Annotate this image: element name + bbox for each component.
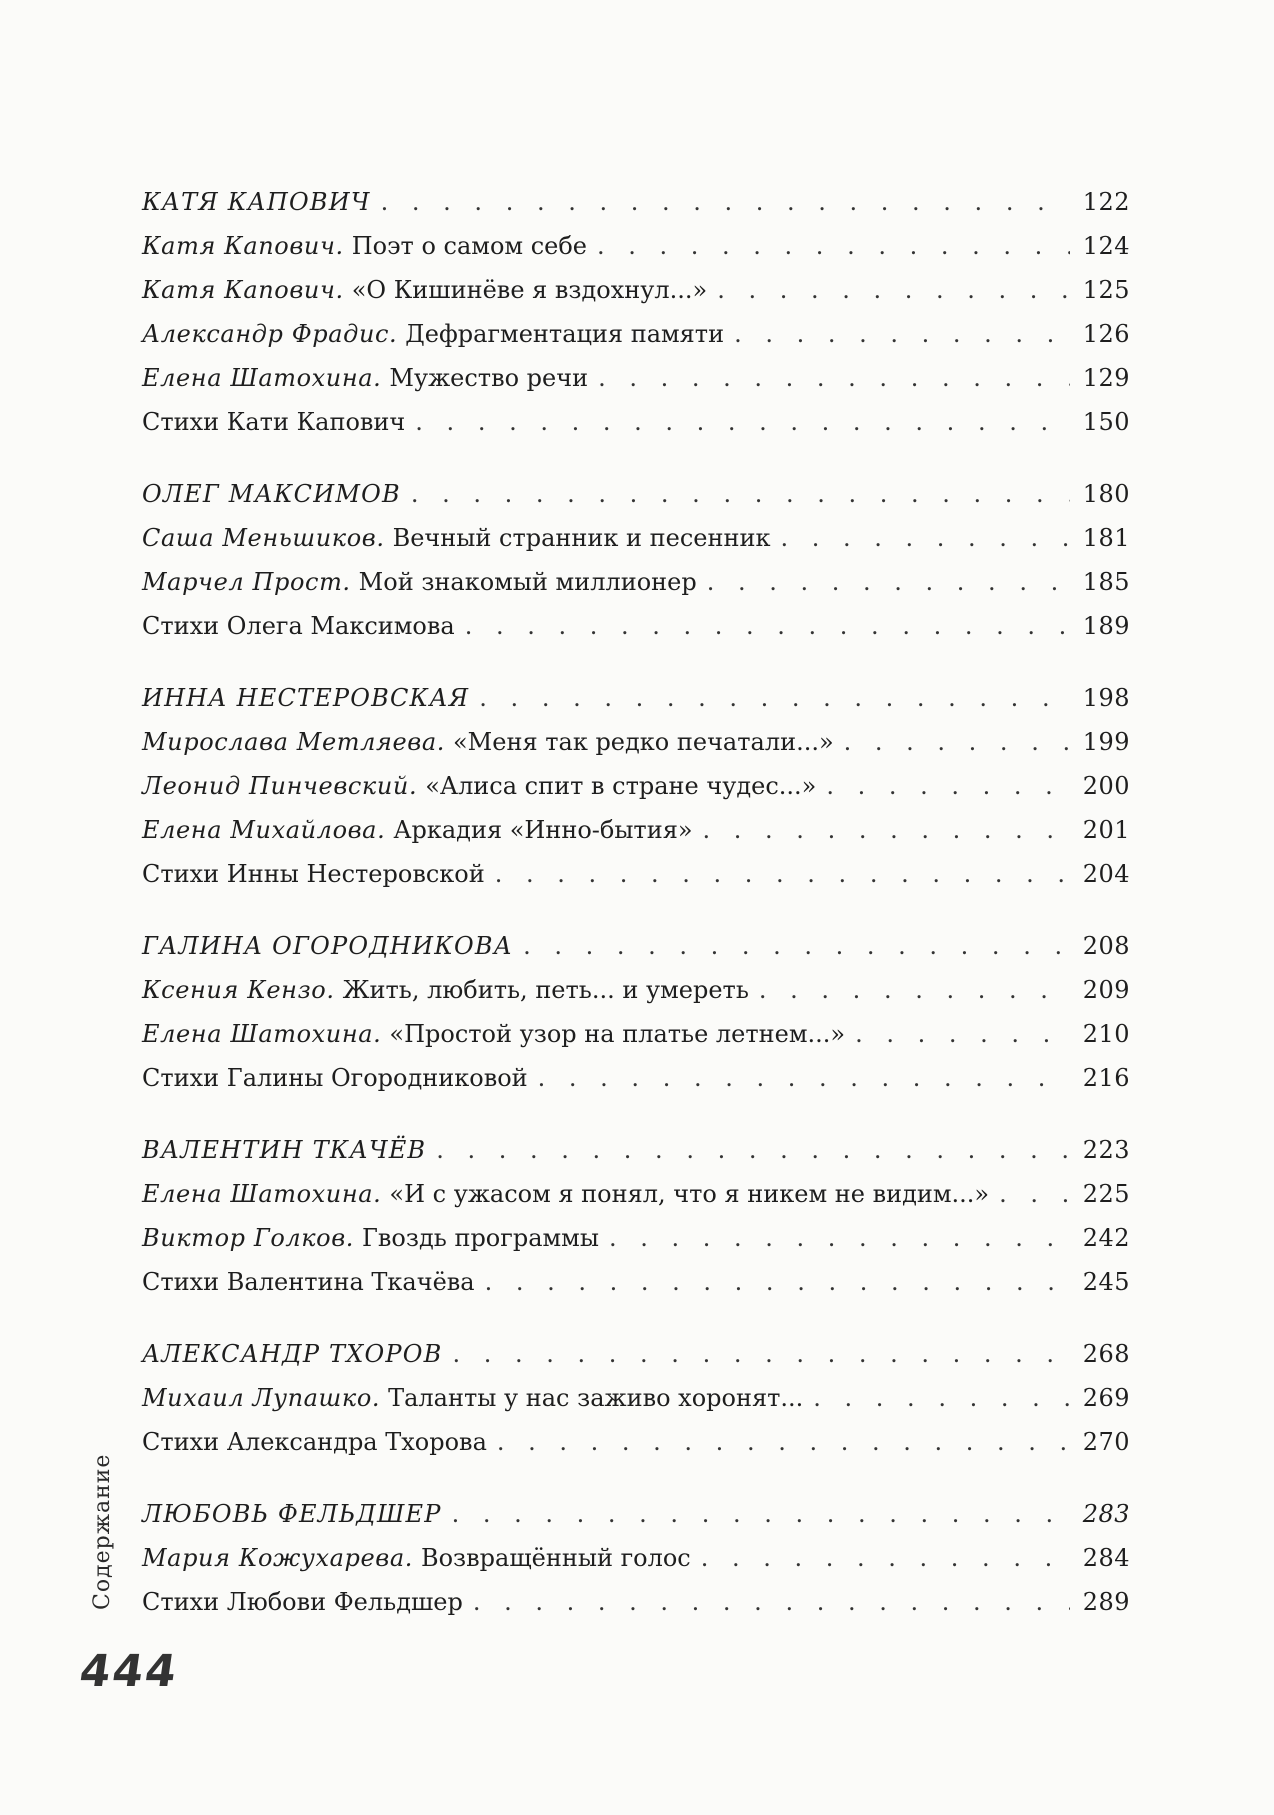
dot-leader (609, 1216, 1070, 1260)
toc-entry (142, 1376, 1130, 1420)
section-heading (142, 924, 1130, 968)
entry-author: Елена Михайлова. (142, 816, 386, 844)
entry-author: Катя Капович. (142, 276, 344, 304)
entry-author: Александр Фрадис. (142, 320, 398, 348)
heading-author: ИННА НЕСТЕРОВСКАЯ (142, 684, 470, 712)
entry-author: Елена Шатохина. (142, 1020, 382, 1048)
page-ref: 200 (1082, 772, 1130, 800)
toc-entry (142, 400, 1130, 444)
dot-leader (717, 268, 1070, 312)
dot-leader (707, 560, 1070, 604)
page-ref: 198 (1082, 684, 1130, 712)
page-ref: 283 (1082, 1500, 1130, 1528)
page-ref: 201 (1082, 816, 1130, 844)
dot-leader (473, 1580, 1070, 1624)
page-ref: 216 (1082, 1064, 1130, 1092)
heading-author: КАТЯ КАПОВИЧ (142, 188, 371, 216)
section-heading (142, 676, 1130, 720)
toc-entry (142, 1580, 1130, 1624)
toc-entry (142, 1056, 1130, 1100)
dot-leader (415, 400, 1070, 444)
dot-leader (479, 676, 1070, 720)
dot-leader (497, 1420, 1070, 1464)
dot-leader (598, 356, 1070, 400)
heading-author: ОЛЕГ МАКСИМОВ (142, 480, 401, 508)
entry-title: Мужество речи (389, 364, 589, 392)
entry-title: «Простой узор на платье летнем...» (389, 1020, 846, 1048)
entry-title: Стихи Кати Капович (142, 408, 406, 436)
dot-leader (701, 1536, 1070, 1580)
dot-leader (452, 1492, 1070, 1536)
dot-leader (597, 224, 1070, 268)
entry-title: «Алиса спит в стране чудес...» (425, 772, 817, 800)
section-heading (142, 1332, 1130, 1376)
dot-leader (465, 604, 1070, 648)
toc-entry (142, 604, 1130, 648)
page-ref: 209 (1082, 976, 1130, 1004)
page-ref: 204 (1082, 860, 1130, 888)
page-ref: 210 (1082, 1020, 1130, 1048)
page-ref: 208 (1082, 932, 1130, 960)
toc-section-tkhorov (142, 1332, 1130, 1464)
entry-title: «Меня так редко печатали...» (453, 728, 834, 756)
toc-entry (142, 312, 1130, 356)
heading-author: ЛЮБОВЬ ФЕЛЬДШЕР (142, 1500, 442, 1528)
entry-author: Катя Капович. (142, 232, 344, 260)
toc-section-kapovich (142, 180, 1130, 444)
entry-author: Леонид Пинчевский. (142, 772, 418, 800)
toc-entry (142, 1216, 1130, 1260)
toc-section-maksimov (142, 472, 1130, 648)
page-ref: 180 (1082, 480, 1130, 508)
toc-entry (142, 1260, 1130, 1304)
entry-title: Поэт о самом себе (351, 232, 587, 260)
section-heading (142, 180, 1130, 224)
dot-leader (826, 764, 1070, 808)
section-heading (142, 472, 1130, 516)
table-of-contents (142, 180, 1130, 1652)
page-ref: 269 (1082, 1384, 1130, 1412)
section-heading (142, 1492, 1130, 1536)
page-ref: 185 (1082, 568, 1130, 596)
page-ref: 245 (1082, 1268, 1130, 1296)
toc-entry (142, 268, 1130, 312)
entry-title: Таланты у нас заживо хоронят... (388, 1384, 804, 1412)
entry-title: Мой знакомый миллионер (358, 568, 697, 596)
toc-section-ogorodnikova (142, 924, 1130, 1100)
toc-entry (142, 720, 1130, 764)
entry-title: Гвоздь программы (362, 1224, 599, 1252)
dot-leader (780, 516, 1070, 560)
entry-author: Ксения Кензо. (142, 976, 335, 1004)
toc-entry (142, 1420, 1130, 1464)
toc-entry (142, 1172, 1130, 1216)
dot-leader (538, 1056, 1070, 1100)
page-ref: 225 (1082, 1180, 1130, 1208)
running-section-label: Содержание (90, 1453, 115, 1610)
entry-author: Елена Шатохина. (142, 1180, 382, 1208)
dot-leader (523, 924, 1070, 968)
toc-entry (142, 852, 1130, 896)
toc-section-tkachev (142, 1128, 1130, 1304)
toc-section-feldsher (142, 1492, 1130, 1624)
dot-leader (453, 1332, 1071, 1376)
dot-leader (844, 720, 1070, 764)
toc-entry (142, 764, 1130, 808)
entry-title: Стихи Любови Фельдшер (142, 1588, 463, 1616)
entry-author: Саша Меньшиков. (142, 524, 385, 552)
page-ref: 129 (1082, 364, 1130, 392)
entry-author: Марчел Прост. (142, 568, 351, 596)
toc-entry (142, 808, 1130, 852)
dot-leader (495, 852, 1070, 896)
page-ref: 284 (1082, 1544, 1130, 1572)
entry-title: Аркадия «Инно-бытия» (393, 816, 693, 844)
entry-title: Стихи Валентина Ткачёва (142, 1268, 475, 1296)
entry-author: Елена Шатохина. (142, 364, 382, 392)
page-ref: 122 (1082, 188, 1130, 216)
page-ref: 181 (1082, 524, 1130, 552)
page-ref: 289 (1082, 1588, 1130, 1616)
page-ref: 268 (1082, 1340, 1130, 1368)
dot-leader (813, 1376, 1070, 1420)
page-ref: 150 (1082, 408, 1130, 436)
page-ref: 199 (1082, 728, 1130, 756)
entry-title: Жить, любить, петь... и умереть (342, 976, 749, 1004)
toc-entry (142, 968, 1130, 1012)
dot-leader (411, 472, 1070, 516)
page-ref: 125 (1082, 276, 1130, 304)
entry-title: «И с ужасом я понял, что я никем не видим...» (389, 1180, 990, 1208)
entry-title: Стихи Галины Огородниковой (142, 1064, 528, 1092)
entry-title: «О Кишинёве я вздохнул...» (351, 276, 708, 304)
entry-author: Виктор Голков. (142, 1224, 355, 1252)
dot-leader (381, 180, 1070, 224)
toc-entry (142, 356, 1130, 400)
dot-leader (855, 1012, 1070, 1056)
page-number: 444 (76, 1646, 182, 1697)
toc-entry (142, 560, 1130, 604)
entry-title: Возвращённый голос (420, 1544, 691, 1572)
entry-author: Михаил Лупашко. (142, 1384, 381, 1412)
dot-leader (759, 968, 1070, 1012)
heading-author: АЛЕКСАНДР ТХОРОВ (142, 1340, 443, 1368)
entry-title: Стихи Инны Нестеровской (142, 860, 485, 888)
heading-author: ВАЛЕНТИН ТКАЧЁВ (142, 1136, 427, 1164)
page-ref: 270 (1082, 1428, 1130, 1456)
entry-title: Вечный странник и песенник (392, 524, 771, 552)
entry-title: Стихи Олега Максимова (142, 612, 455, 640)
toc-section-nesterovskaya (142, 676, 1130, 896)
toc-entry (142, 1012, 1130, 1056)
dot-leader (485, 1260, 1070, 1304)
page-ref: 124 (1082, 232, 1130, 260)
page-ref: 189 (1082, 612, 1130, 640)
dot-leader (734, 312, 1070, 356)
page-ref: 223 (1082, 1136, 1130, 1164)
heading-author: ГАЛИНА ОГОРОДНИКОВА (142, 932, 514, 960)
dot-leader (999, 1172, 1070, 1216)
toc-entry (142, 516, 1130, 560)
page-ref: 242 (1082, 1224, 1130, 1252)
toc-entry (142, 1536, 1130, 1580)
page-ref: 126 (1082, 320, 1130, 348)
section-heading (142, 1128, 1130, 1172)
dot-leader (703, 808, 1070, 852)
entry-title: Дефрагментация памяти (405, 320, 725, 348)
toc-entry (142, 224, 1130, 268)
entry-author: Мария Кожухарева. (142, 1544, 413, 1572)
entry-title: Стихи Александра Тхорова (142, 1428, 487, 1456)
entry-author: Мирослава Метляева. (142, 728, 445, 756)
dot-leader (436, 1128, 1070, 1172)
